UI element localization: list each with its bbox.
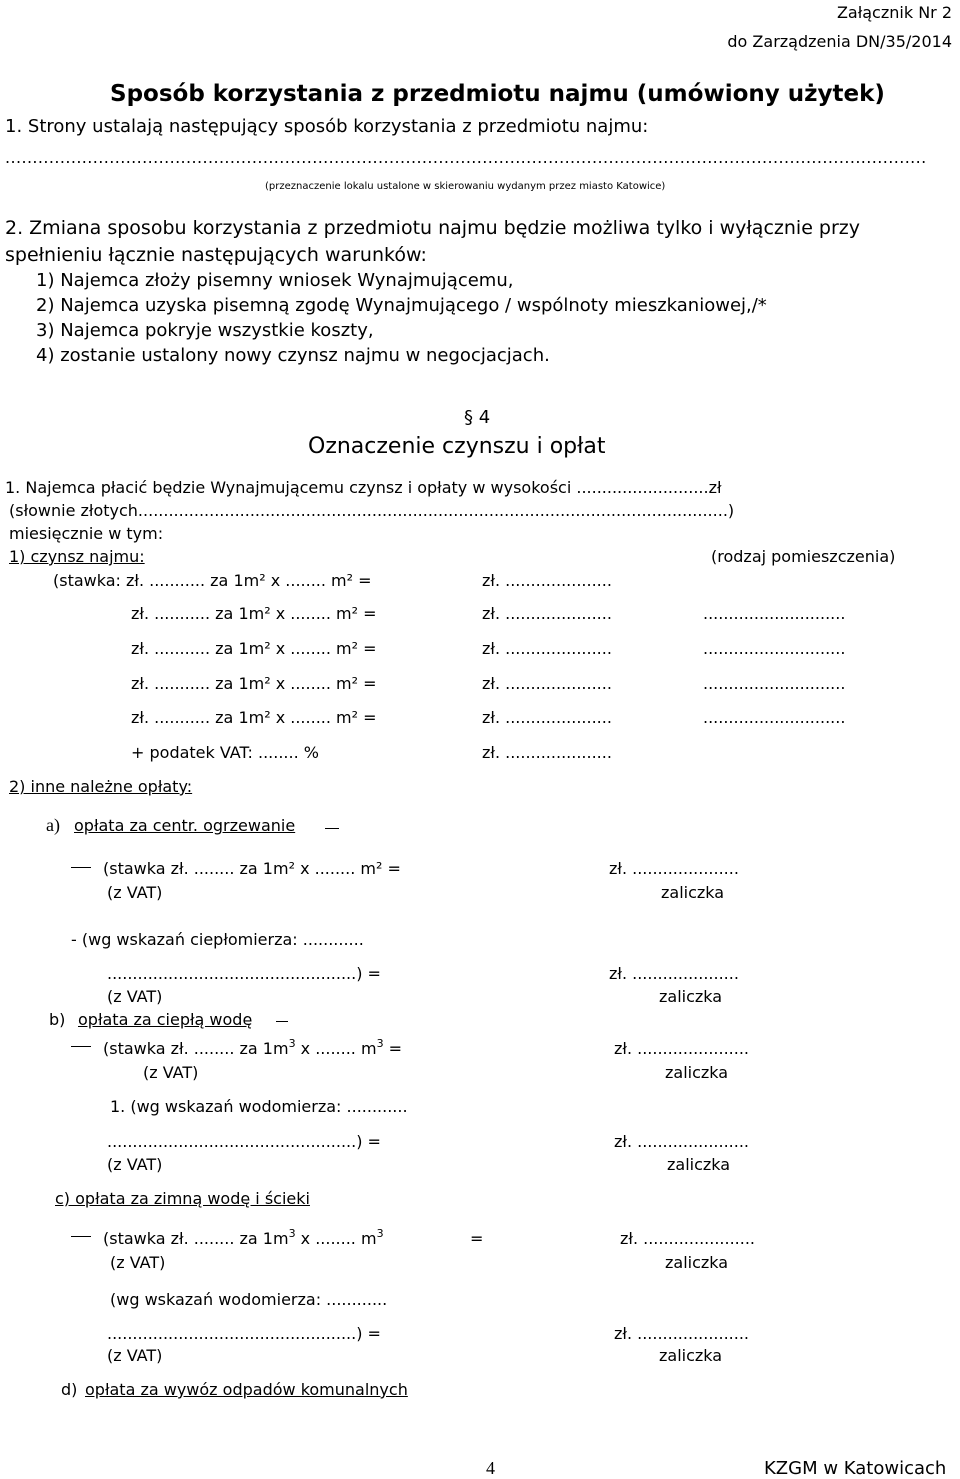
heating-rate: (stawka zł. ........ za 1m² x ........ m² =: [103, 859, 401, 878]
vat-line: + podatek VAT: ........ %: [131, 743, 319, 762]
cold-water-meter-cont: .................................................) =: [107, 1324, 381, 1343]
heating-meter-amount: zł. .....................: [609, 964, 739, 983]
heating-rate-dash: [71, 867, 91, 868]
clause-2-item: 3) Najemca pokryje wszystkie koszty,: [36, 320, 374, 341]
hot-water-meter-advance: zaliczka: [667, 1155, 731, 1174]
rent-amount: zł. .....................: [482, 639, 612, 658]
hot-water-meter-amount: zł. ......................: [614, 1132, 750, 1151]
cold-water-label: c) opłata za zimną wodę i ścieki: [55, 1189, 310, 1208]
section-heading: Oznaczenie czynszu i opłat: [308, 434, 606, 459]
payment-words-line: (słownie złotych....................................................................................................................): [9, 501, 735, 520]
hot-water-advance: zaliczka: [665, 1063, 729, 1082]
order-reference: do Zarządzenia DN/35/2014: [727, 32, 952, 51]
cold-water-meter: (wg wskazań wodomierza: ............: [110, 1290, 388, 1309]
rent-amount: zł. .....................: [482, 708, 612, 727]
hot-water-label: opłata za ciepłą wodę: [78, 1010, 253, 1029]
rent-amount: zł. .....................: [482, 674, 612, 693]
hot-water-meter: 1. (wg wskazań wodomierza: ............: [110, 1097, 408, 1116]
cold-water-rate-dash: [71, 1236, 91, 1237]
waste-letter: d): [61, 1380, 78, 1399]
page-number: 4: [486, 1458, 495, 1478]
heating-vat: (z VAT): [107, 883, 163, 902]
heating-meter-vat: (z VAT): [107, 987, 163, 1006]
room-dots: ............................: [703, 708, 846, 727]
rent-rate-row: zł. ........... za 1m² x ........ m² =: [131, 604, 377, 623]
clause-1-dots: ........................................................................................................................................................................: [5, 150, 927, 166]
waste-label: opłata za wywóz odpadów komunalnych: [85, 1380, 408, 1399]
cold-water-rate: (stawka zł. ........ za $1m^3$ x ........ $m^3$: [103, 1227, 384, 1248]
rent-rate-row: zł. ........... za 1m² x ........ m² =: [131, 674, 377, 693]
rent-amount: zł. .....................: [482, 571, 612, 590]
heating-amount: zł. .....................: [609, 859, 739, 878]
hot-water-letter: b): [49, 1010, 66, 1029]
room-dots: ............................: [703, 639, 846, 658]
page-title: Sposób korzystania z przedmiotu najmu (umówiony użytek): [110, 81, 885, 107]
clause-2-item: 2) Najemca uzyska pisemną zgodę Wynajmującego / wspólnoty mieszkaniowej,/*: [36, 295, 767, 316]
room-dots: ............................: [703, 604, 846, 623]
cold-water-meter-advance: zaliczka: [659, 1346, 723, 1365]
heating-dash: [325, 828, 339, 829]
cold-water-amount: zł. ......................: [620, 1229, 756, 1248]
cold-water-meter-vat: (z VAT): [107, 1346, 163, 1365]
cold-water-meter-amount: zł. ......................: [614, 1324, 750, 1343]
hot-water-rate-dash: [71, 1046, 91, 1047]
rent-label: 1) czynsz najmu:: [9, 547, 145, 566]
rent-rate-row: (stawka: zł. ........... za 1m² x ........ m² =: [53, 571, 372, 590]
hot-water-meter-vat: (z VAT): [107, 1155, 163, 1174]
other-fees-label: 2) inne należne opłaty:: [9, 777, 193, 796]
annex-label: Załącznik Nr 2: [836, 3, 952, 22]
vat-amount: zł. .....................: [482, 743, 612, 762]
cold-water-equals: =: [470, 1229, 484, 1248]
clause-1-note: (przeznaczenie lokalu ustalone w skierowaniu wydanym przez miasto Katowice): [265, 181, 666, 192]
heating-meter: - (wg wskazań ciepłomierza: ............: [71, 930, 364, 949]
clause-2-line-1: 2. Zmiana sposobu korzystania z przedmiotu najmu będzie możliwa tylko i wyłącznie przy: [5, 217, 861, 239]
clause-2-item: 1) Najemca złoży pisemny wniosek Wynajmującemu,: [36, 270, 514, 291]
section-mark: § 4: [464, 407, 491, 428]
cold-water-vat: (z VAT): [110, 1253, 166, 1272]
hot-water-amount: zł. ......................: [614, 1039, 750, 1058]
rent-amount: zł. .....................: [482, 604, 612, 623]
room-type-header: (rodzaj pomieszczenia): [711, 547, 896, 566]
heating-advance: zaliczka: [661, 883, 725, 902]
monthly-line: miesięcznie w tym:: [9, 524, 164, 543]
hot-water-dash: [276, 1021, 288, 1022]
room-dots: ............................: [703, 674, 846, 693]
rent-rate-row: zł. ........... za 1m² x ........ m² =: [131, 708, 377, 727]
hot-water-meter-cont: .................................................) =: [107, 1132, 381, 1151]
clause-2-line-2: spełnieniu łącznie następujących warunków:: [5, 244, 427, 266]
payment-amount-line: 1. Najemca płacić będzie Wynajmującemu czynsz i opłaty w wysokości ..........................zł: [5, 478, 722, 497]
heating-meter-cont: .................................................) =: [107, 964, 381, 983]
heating-meter-advance: zaliczka: [659, 987, 723, 1006]
cold-water-advance: zaliczka: [665, 1253, 729, 1272]
clause-1-text: 1. Strony ustalają następujący sposób korzystania z przedmiotu najmu:: [5, 116, 649, 137]
heating-label: opłata za centr. ogrzewanie: [74, 816, 296, 835]
rent-rate-row: zł. ........... za 1m² x ........ m² =: [131, 639, 377, 658]
hot-water-rate: (stawka zł. ........ za $1m^3$ x ........ $m^3$ =: [103, 1037, 403, 1058]
hot-water-vat: (z VAT): [143, 1063, 199, 1082]
footer-org: KZGM w Katowicach: [764, 1458, 947, 1479]
heating-letter: a): [46, 815, 60, 835]
clause-2-item: 4) zostanie ustalony nowy czynsz najmu w negocjacjach.: [36, 345, 550, 366]
